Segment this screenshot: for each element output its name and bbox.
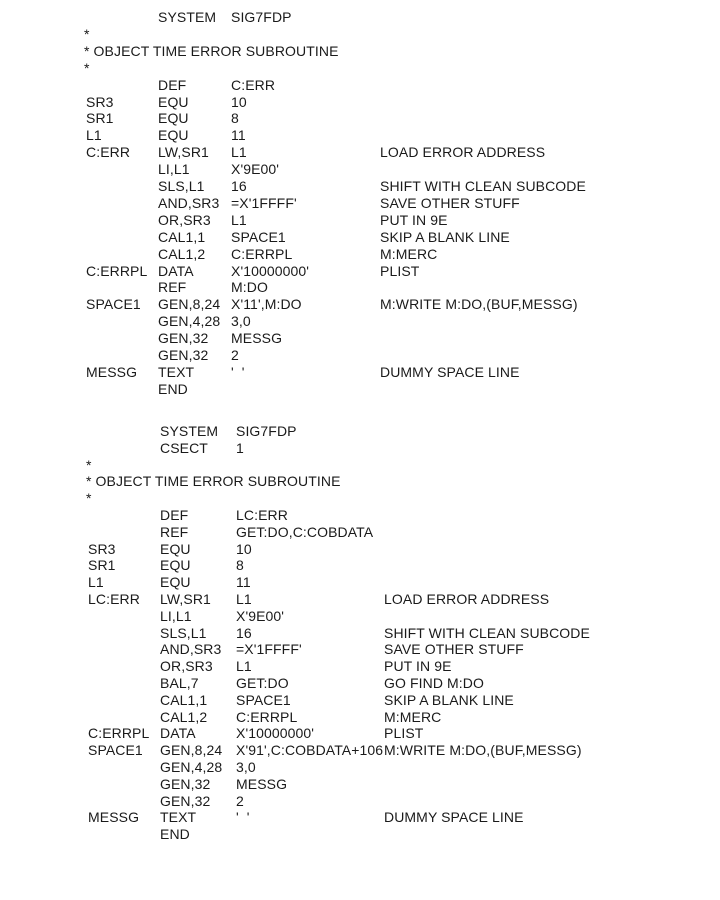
code-line — [0, 26, 720, 43]
opcode-field: GEN,32 — [160, 792, 211, 809]
operand-field: 8 — [231, 110, 239, 127]
operand-field: 10 — [236, 540, 252, 557]
opcode-field: OR,SR3 — [160, 658, 213, 675]
code-line — [0, 423, 720, 440]
opcode-field: END — [160, 826, 190, 843]
label-field: SR3 — [86, 93, 114, 110]
code-line — [0, 9, 720, 26]
label-field: C:ERR — [86, 144, 131, 161]
label-field: C:ERRPL — [88, 725, 150, 742]
code-line — [0, 608, 720, 625]
opcode-field: LI,L1 — [158, 161, 190, 178]
operand-field: L1 — [231, 211, 247, 228]
opcode-field: EQU — [158, 127, 189, 144]
operand-field: 2 — [236, 792, 244, 809]
comment-field: LOAD ERROR ADDRESS — [380, 144, 546, 161]
comment-field: SKIP A BLANK LINE — [380, 228, 510, 245]
code-line — [0, 826, 720, 843]
comment-line-text: * OBJECT TIME ERROR SUBROUTINE — [84, 42, 339, 59]
operand-field: 8 — [236, 557, 244, 574]
code-line — [0, 144, 720, 161]
code-line — [0, 675, 720, 692]
code-line — [0, 364, 720, 381]
label-field: SR1 — [86, 110, 114, 127]
operand-field: C:ERR — [231, 76, 276, 93]
code-line — [0, 457, 720, 474]
operand-field: GET:DO,C:COBDATA — [236, 523, 374, 540]
code-line — [0, 809, 720, 826]
code-line — [0, 94, 720, 111]
operand-field: SPACE1 — [236, 691, 291, 708]
opcode-field: REF — [160, 523, 189, 540]
operand-field: L1 — [231, 144, 247, 161]
opcode-field: SYSTEM — [160, 423, 219, 439]
code-line — [0, 212, 720, 229]
code-line — [0, 793, 720, 810]
comment-field: SAVE OTHER STUFF — [380, 194, 520, 211]
label-field: L1 — [86, 127, 102, 144]
code-line — [0, 709, 720, 726]
opcode-field: GEN,8,24 — [160, 742, 223, 759]
code-line — [0, 742, 720, 759]
operand-field: MESSG — [236, 775, 288, 792]
operand-field: SPACE1 — [231, 228, 286, 245]
opcode-field: AND,SR3 — [158, 194, 220, 211]
operand-field: 3,0 — [236, 759, 256, 775]
code-line — [0, 541, 720, 558]
opcode-field: CAL1,2 — [158, 245, 206, 262]
comment-field: PLIST — [384, 725, 424, 742]
code-line — [0, 557, 720, 574]
opcode-field: DATA — [158, 262, 194, 279]
operand-field: L1 — [236, 591, 252, 607]
operand-field: MESSG — [231, 330, 283, 347]
opcode-field: SYSTEM — [158, 9, 217, 25]
code-line — [0, 658, 720, 675]
comment-field: SAVE OTHER STUFF — [384, 641, 524, 658]
opcode-field: EQU — [160, 540, 191, 557]
comment-field: M:WRITE M:DO,(BUF,MESSG) — [380, 296, 578, 313]
code-line — [0, 440, 720, 457]
code-line — [0, 473, 720, 490]
code-line — [0, 347, 720, 364]
code-line — [0, 127, 720, 144]
code-line — [0, 692, 720, 709]
comment-field: M:MERC — [384, 708, 442, 725]
opcode-field: TEXT — [160, 809, 197, 826]
code-line — [0, 246, 720, 263]
comment-field: SKIP A BLANK LINE — [384, 691, 514, 708]
opcode-field: DEF — [160, 507, 189, 523]
operand-field: ' ' — [231, 363, 245, 380]
operand-field: X'9E00' — [231, 161, 280, 178]
opcode-field: EQU — [160, 557, 191, 574]
opcode-field: GEN,4,28 — [158, 313, 221, 330]
comment-line-text: * OBJECT TIME ERROR SUBROUTINE — [86, 473, 341, 490]
code-line — [0, 776, 720, 793]
label-field: SPACE1 — [86, 296, 141, 313]
opcode-field: GEN,4,28 — [160, 759, 223, 775]
opcode-field: AND,SR3 — [160, 641, 222, 658]
code-line — [0, 77, 720, 94]
code-line — [0, 330, 720, 347]
code-line — [0, 229, 720, 246]
comment-field: SHIFT WITH CLEAN SUBCODE — [384, 624, 590, 641]
operand-field: 11 — [231, 127, 246, 144]
operand-field: L1 — [236, 658, 252, 675]
operand-field: 3,0 — [231, 313, 251, 330]
code-line — [0, 759, 720, 776]
comment-field: DUMMY SPACE LINE — [380, 363, 520, 380]
operand-field: 16 — [236, 624, 252, 641]
opcode-field: DEF — [158, 76, 187, 93]
label-field: SR1 — [88, 557, 116, 574]
label-field: L1 — [88, 574, 104, 591]
code-line — [0, 161, 720, 178]
operand-field: =X'1FFFF' — [236, 641, 302, 658]
opcode-field: CAL1,1 — [160, 691, 208, 708]
operand-field: X'10000000' — [231, 262, 310, 279]
code-line — [0, 490, 720, 507]
opcode-field: TEXT — [158, 363, 195, 380]
operand-field: 10 — [231, 93, 247, 110]
code-line — [0, 507, 720, 524]
opcode-field: GEN,32 — [158, 347, 209, 363]
code-line — [0, 524, 720, 541]
code-line — [0, 279, 720, 296]
comment-line-text: * — [86, 490, 92, 507]
operand-field: X'11',M:DO — [231, 296, 302, 313]
operand-field: =X'1FFFF' — [231, 194, 297, 211]
label-field: SR3 — [88, 540, 116, 557]
label-field: LC:ERR — [88, 591, 140, 607]
operand-field: GET:DO — [236, 675, 289, 691]
opcode-field: LW,SR1 — [158, 144, 209, 161]
comment-field: SHIFT WITH CLEAN SUBCODE — [380, 178, 586, 194]
code-line — [0, 381, 720, 398]
opcode-field: OR,SR3 — [158, 211, 211, 228]
opcode-field: GEN,32 — [160, 775, 211, 792]
opcode-field: GEN,32 — [158, 330, 209, 347]
operand-field: 2 — [231, 347, 239, 363]
comment-field: DUMMY SPACE LINE — [384, 809, 524, 826]
label-field: SPACE1 — [88, 742, 143, 759]
opcode-field: LW,SR1 — [160, 591, 211, 607]
operand-field: 1 — [236, 439, 244, 456]
code-line — [0, 725, 720, 742]
operand-field: LC:ERR — [236, 507, 288, 523]
opcode-field: LI,L1 — [160, 607, 192, 624]
comment-field: GO FIND M:DO — [384, 675, 484, 691]
code-line — [0, 641, 720, 658]
comment-field: M:WRITE M:DO,(BUF,MESSG) — [384, 742, 582, 759]
opcode-field: CSECT — [160, 439, 208, 456]
code-line — [0, 313, 720, 330]
code-line — [0, 43, 720, 60]
label-field: MESSG — [88, 809, 140, 826]
label-field: MESSG — [86, 363, 138, 380]
code-line — [0, 591, 720, 608]
comment-field: LOAD ERROR ADDRESS — [384, 591, 550, 607]
opcode-field: SLS,L1 — [160, 624, 207, 641]
comment-field: M:MERC — [380, 245, 438, 262]
opcode-field: CAL1,2 — [160, 708, 208, 725]
code-line — [0, 60, 720, 77]
code-line — [0, 296, 720, 313]
label-field: C:ERRPL — [86, 262, 148, 279]
operand-field: ' ' — [236, 809, 250, 826]
opcode-field: SLS,L1 — [158, 178, 205, 194]
opcode-field: REF — [158, 279, 187, 296]
opcode-field: EQU — [160, 574, 191, 591]
operand-field: X'9E00' — [236, 607, 285, 624]
operand-field: SIG7FDP — [231, 9, 292, 25]
comment-line-text: * — [84, 59, 90, 76]
operand-field: C:ERRPL — [236, 708, 298, 725]
opcode-field: GEN,8,24 — [158, 296, 221, 313]
code-line — [0, 574, 720, 591]
opcode-field: BAL,7 — [160, 675, 199, 691]
opcode-field: EQU — [158, 110, 189, 127]
operand-field: 16 — [231, 178, 247, 194]
code-line — [0, 195, 720, 212]
comment-line-text: * — [84, 25, 90, 42]
comment-field: PUT IN 9E — [384, 658, 452, 675]
operand-field: X'91',C:COBDATA+106 — [236, 742, 384, 759]
comment-line-text: * — [86, 456, 92, 473]
comment-field: PLIST — [380, 262, 420, 279]
operand-field: SIG7FDP — [236, 423, 297, 439]
operand-field: C:ERRPL — [231, 245, 293, 262]
code-line — [0, 110, 720, 127]
opcode-field: CAL1,1 — [158, 228, 206, 245]
code-line — [0, 178, 720, 195]
operand-field: X'10000000' — [236, 725, 315, 742]
opcode-field: EQU — [158, 93, 189, 110]
opcode-field: DATA — [160, 725, 196, 742]
opcode-field: END — [158, 380, 188, 397]
operand-field: M:DO — [231, 279, 268, 296]
code-line — [0, 625, 720, 642]
comment-field: PUT IN 9E — [380, 211, 448, 228]
operand-field: 11 — [236, 574, 251, 591]
code-line — [0, 263, 720, 280]
